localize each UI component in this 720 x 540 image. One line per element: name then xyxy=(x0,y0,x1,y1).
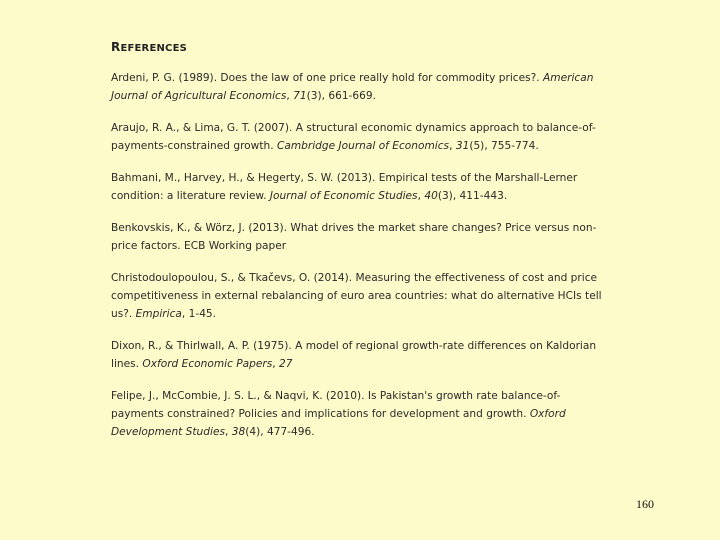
reference-text-segment: , xyxy=(449,140,456,152)
reference-text-segment: , xyxy=(286,90,294,102)
reference-italic-segment: Journal of Economic Studies xyxy=(269,190,418,202)
reference-entry xyxy=(111,69,611,105)
reference-text-segment: Araujo, R. A., & Lima, G. T. (2007). A structural economic dynamics approach to balance-of-payments-constrained growth. xyxy=(111,122,596,152)
reference-italic-segment: American Journal of Agricultural Economics xyxy=(111,72,594,102)
reference-text-segment: , xyxy=(272,358,280,370)
reference-entry xyxy=(111,219,611,255)
reference-entry xyxy=(111,337,611,373)
page-number: 160 xyxy=(636,497,654,511)
heading-initial: R xyxy=(111,40,121,54)
references-heading xyxy=(111,40,187,54)
reference-text-segment: Bahmani, M., Harvey, H., & Hegerty, S. W. (2013). Empirical tests of the Marshall-Lerner condition: a literature review. xyxy=(111,172,578,202)
reference-italic-segment: Empirica xyxy=(135,308,182,320)
reference-list xyxy=(111,69,611,455)
reference-italic-segment: 27 xyxy=(279,358,293,370)
reference-italic-segment: Cambridge Journal of Economics xyxy=(276,140,450,152)
reference-text-segment: (5), 755-774. xyxy=(469,140,539,152)
reference-entry xyxy=(111,269,611,323)
reference-text-segment: Dixon, R., & Thirlwall, A. P. (1975). A model of regional growth-rate differences on Kaldorian lines. xyxy=(111,340,597,370)
reference-text-segment: Christodoulopoulou, S., & Tkačevs, O. (2014). Measuring the effectiveness of cost and price competitiveness in external rebalancing of euro area countries: what do alternative HCIs tell us?. xyxy=(111,272,602,320)
reference-text-segment: , 1-45. xyxy=(181,308,217,320)
reference-text-segment: Felipe, J., McCombie, J. S. L., & Naqvi, K. (2010). Is Pakistan's growth rate balance-of-payments constrained? Policies and implications for development and growth. xyxy=(111,390,561,420)
reference-text-segment: Benkovskis, K., & Wörz, J. (2013). What drives the market share changes? Price versus non-price factors. ECB Working paper xyxy=(111,222,597,252)
reference-italic-segment: 40 xyxy=(424,190,438,202)
reference-italic-segment: Oxford Economic Papers xyxy=(142,358,273,370)
reference-italic-segment: 38 xyxy=(231,426,246,438)
reference-text-segment: (4), 477-496. xyxy=(245,426,315,438)
reference-entry xyxy=(111,387,611,441)
reference-italic-segment: 71 xyxy=(293,90,307,102)
reference-entry xyxy=(111,169,611,205)
heading-rest: EFERENCES xyxy=(120,43,188,54)
reference-text-segment: (3), 661-669. xyxy=(306,90,376,102)
reference-text-segment: , xyxy=(417,190,425,202)
reference-italic-segment: Oxford Development Studies xyxy=(111,408,566,438)
reference-text-segment: Ardeni, P. G. (1989). Does the law of one price really hold for commodity prices?. xyxy=(111,72,544,84)
reference-text-segment: , xyxy=(224,426,232,438)
reference-entry xyxy=(111,119,611,155)
reference-text-segment: (3), 411-443. xyxy=(437,190,508,202)
reference-italic-segment: 31 xyxy=(455,140,470,152)
